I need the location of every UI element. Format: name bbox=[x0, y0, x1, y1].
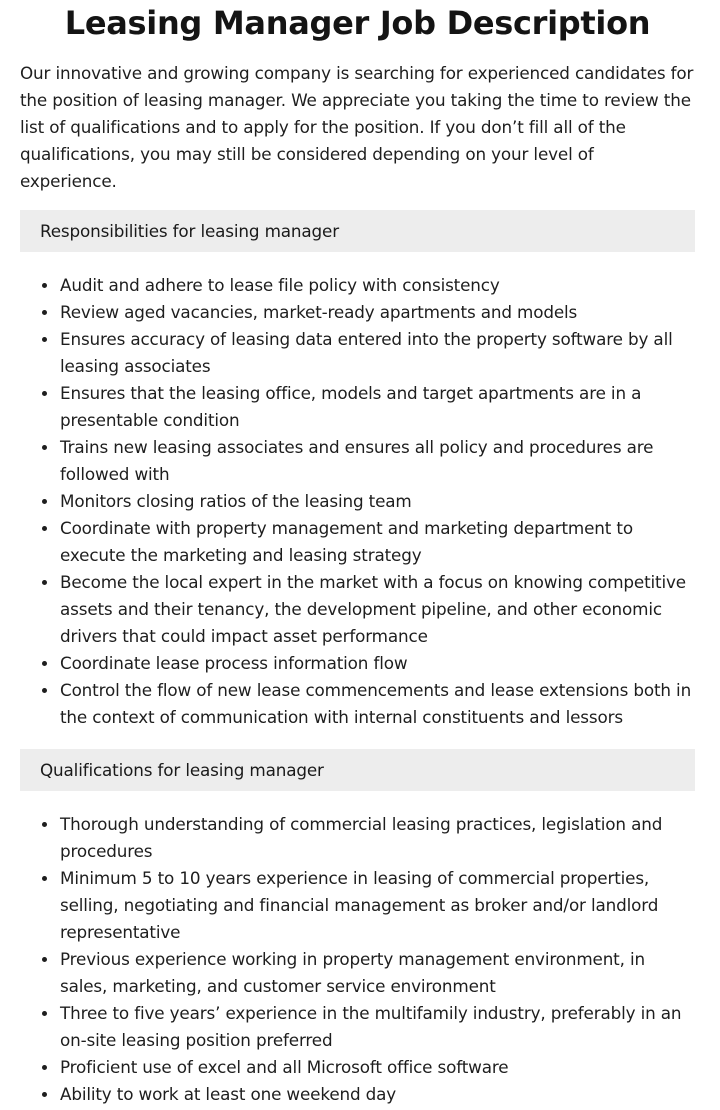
intro-paragraph: Our innovative and growing company is searching for experienced candidates for the position of leasing manager. We appreciate you taking the time to review the list of qualifications and to apply for the position. If you don’t fill all of the qualifications, you may still be considered depending on your level of experience. bbox=[20, 63, 694, 191]
list-item: Audit and adhere to lease file policy with consistency bbox=[60, 272, 695, 299]
list-item: Ability to work at least one weekend day bbox=[60, 1081, 695, 1108]
list-item: Trains new leasing associates and ensures all policy and procedures are followed with bbox=[60, 434, 695, 488]
list-item: Proficient use of excel and all Microsoft office software bbox=[60, 1054, 695, 1081]
qualifications-list bbox=[20, 811, 695, 1108]
responsibilities-heading: Responsibilities for leasing manager bbox=[20, 210, 695, 252]
list-item: Control the flow of new lease commencements and lease extensions both in the context of communication with internal constituents and lessors bbox=[60, 677, 695, 731]
list-item: Previous experience working in property management environment, in sales, marketing, and customer service environment bbox=[60, 946, 695, 1000]
qualifications-heading: Qualifications for leasing manager bbox=[20, 749, 695, 791]
list-item: Coordinate lease process information flow bbox=[60, 650, 695, 677]
list-item: Become the local expert in the market with a focus on knowing competitive assets and their tenancy, the development pipeline, and other economic drivers that could impact asset performance bbox=[60, 569, 695, 650]
list-item: Three to five years’ experience in the multifamily industry, preferably in an on-site leasing position preferred bbox=[60, 1000, 695, 1054]
list-item: Coordinate with property management and marketing department to execute the marketing and leasing strategy bbox=[60, 515, 695, 569]
list-item: Ensures accuracy of leasing data entered into the property software by all leasing associates bbox=[60, 326, 695, 380]
list-item: Thorough understanding of commercial leasing practices, legislation and procedures bbox=[60, 811, 695, 865]
responsibilities-list bbox=[20, 272, 695, 731]
list-item: Review aged vacancies, market-ready apartments and models bbox=[60, 299, 695, 326]
list-item: Ensures that the leasing office, models and target apartments are in a presentable condition bbox=[60, 380, 695, 434]
list-item: Monitors closing ratios of the leasing team bbox=[60, 488, 695, 515]
page-title: Leasing Manager Job Description bbox=[64, 4, 651, 42]
list-item: Minimum 5 to 10 years experience in leasing of commercial properties, selling, negotiating and financial management as broker and/or landlord representative bbox=[60, 865, 695, 946]
